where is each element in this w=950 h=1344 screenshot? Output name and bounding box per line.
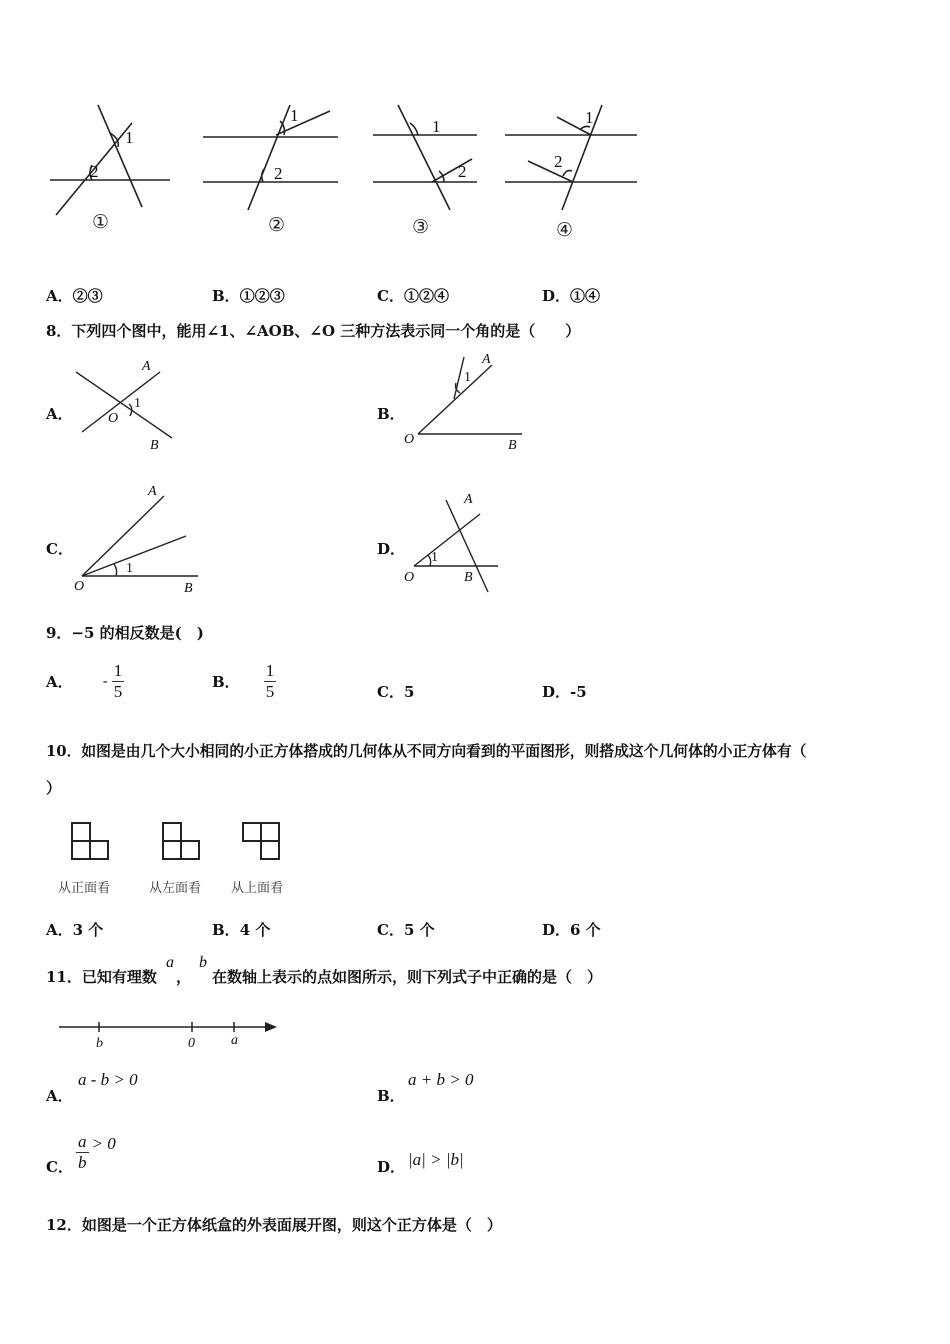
q7-fig2-angle1-label: 1 bbox=[290, 106, 299, 125]
q8-b-label-a: A bbox=[482, 352, 491, 367]
q10-stem-line2: ） bbox=[46, 779, 62, 797]
q8-b-label-o: O bbox=[404, 432, 415, 447]
q8-figure-d bbox=[398, 486, 508, 596]
q10-option-d[interactable]: D．6 个 bbox=[542, 921, 601, 939]
q7-fig3-angle1-label: 1 bbox=[432, 117, 441, 136]
q7-figure-label-2: ② bbox=[268, 215, 286, 236]
q7-option-b[interactable]: B．①②③ bbox=[212, 287, 285, 305]
q8-a-label-b: B bbox=[150, 438, 159, 453]
q8-d-label-o: O bbox=[404, 570, 415, 585]
q11-comma: ， bbox=[176, 968, 192, 986]
q8-c-label-o: O bbox=[74, 579, 85, 594]
q8-option-d[interactable]: D． bbox=[377, 540, 406, 558]
q10-option-b[interactable]: B．4 个 bbox=[212, 921, 271, 939]
q8-figure-c bbox=[68, 480, 208, 598]
q11-stem-suffix: 在数轴上表示的点如图所示，则下列式子中正确的是（ ） bbox=[212, 968, 603, 986]
q11-var-b: b bbox=[199, 954, 207, 971]
q8-option-c[interactable]: C． bbox=[46, 540, 73, 558]
q8-figure-a bbox=[68, 352, 180, 454]
q8-c-label-a: A bbox=[148, 484, 157, 499]
q10-option-a[interactable]: A．3 个 bbox=[46, 921, 104, 939]
q10-stem-line1: 10．如图是由几个大小相同的小正方体搭成的几何体从不同方向看到的平面图形，则搭成这个几何体的小正方体有（ bbox=[46, 743, 807, 760]
q8-a-label-o: O bbox=[108, 411, 119, 426]
q8-option-a[interactable]: A． bbox=[46, 405, 73, 423]
q7-fig4-angle2-label: 2 bbox=[554, 152, 563, 171]
q10-option-c[interactable]: C．5 个 bbox=[377, 921, 435, 939]
q8-a-angle-label: 1 bbox=[134, 396, 141, 411]
q8-option-b[interactable]: B． bbox=[377, 405, 405, 423]
q8-d-label-b: B bbox=[464, 570, 473, 585]
q7-option-c[interactable]: C．①②④ bbox=[377, 287, 449, 305]
q10-caption-left: 从左面看 bbox=[149, 881, 202, 896]
q7-fig2-angle2-label: 2 bbox=[274, 164, 283, 183]
q7-option-a[interactable]: A．②③ bbox=[46, 287, 103, 305]
q8-a-label-a: A bbox=[142, 359, 151, 374]
q8-figure-b bbox=[398, 345, 528, 457]
q8-c-label-b: B bbox=[184, 581, 193, 596]
q7-option-d[interactable]: D．①④ bbox=[542, 287, 601, 305]
q9-option-d[interactable]: D．-5 bbox=[542, 683, 587, 701]
q7-figure-label-3: ③ bbox=[412, 217, 430, 238]
q11-d-expr: |a| > |b| bbox=[408, 1150, 464, 1169]
q9-b-fraction: $\frac{1}{5}$ bbox=[265, 660, 275, 701]
q11-a-expr: a - b > 0 bbox=[78, 1070, 138, 1089]
q7-figure-label-1: ① bbox=[92, 212, 110, 233]
q11-label-a: a bbox=[231, 1033, 238, 1048]
q9-stem: 9．−5 的相反数是( ) bbox=[46, 624, 204, 642]
q7-fig1-angle1-label: 1 bbox=[125, 128, 134, 147]
q11-c-expr: $\frac{a}{b}$ > 0 bbox=[78, 1132, 116, 1172]
q9-option-b[interactable]: B． $\frac{1}{5}$ bbox=[212, 660, 275, 701]
q9-option-c[interactable]: C．5 bbox=[377, 683, 415, 701]
q7-fig1-angle2-label: 2 bbox=[90, 162, 99, 181]
q7-fig4-angle1-label: 1 bbox=[585, 108, 594, 127]
q8-d-angle-label: 1 bbox=[431, 550, 438, 565]
q11-var-a: a bbox=[166, 954, 174, 971]
q11-option-c[interactable]: C． bbox=[46, 1158, 73, 1176]
q8-stem: 8．下列四个图中，能用∠1、∠AOB、∠O 三种方法表示同一个角的是（ ） bbox=[46, 322, 581, 340]
q10-caption-front: 从正面看 bbox=[58, 881, 111, 896]
q7-fig3-angle2-label: 2 bbox=[458, 162, 467, 181]
q8-d-label-a: A bbox=[464, 492, 473, 507]
q11-option-b[interactable]: B． bbox=[377, 1087, 405, 1105]
q7-figure-label-4: ④ bbox=[556, 220, 574, 241]
q10-caption-top: 从上面看 bbox=[231, 881, 284, 896]
q11-label-zero: 0 bbox=[188, 1036, 195, 1051]
q11-stem-prefix: 11．已知有理数 bbox=[46, 968, 157, 986]
q11-option-d[interactable]: D． bbox=[377, 1158, 406, 1176]
q11-label-b: b bbox=[96, 1036, 103, 1051]
q12-stem: 12．如图是一个正方体纸盒的外表面展开图，则这个正方体是（ ） bbox=[46, 1216, 502, 1234]
q11-number-line bbox=[55, 1015, 285, 1055]
q8-b-label-b: B bbox=[508, 438, 517, 453]
q8-c-angle-label: 1 bbox=[126, 561, 133, 576]
q10-views-figure bbox=[60, 815, 300, 870]
q11-option-a[interactable]: A． bbox=[46, 1087, 73, 1105]
q9-option-a[interactable]: A． - $\frac{1}{5}$ bbox=[46, 660, 123, 701]
q7-figures bbox=[40, 95, 650, 245]
q11-b-expr: a + b > 0 bbox=[408, 1070, 474, 1089]
q8-b-angle-label: 1 bbox=[464, 370, 471, 385]
q9-a-fraction: $\frac{1}{5}$ bbox=[113, 660, 123, 701]
